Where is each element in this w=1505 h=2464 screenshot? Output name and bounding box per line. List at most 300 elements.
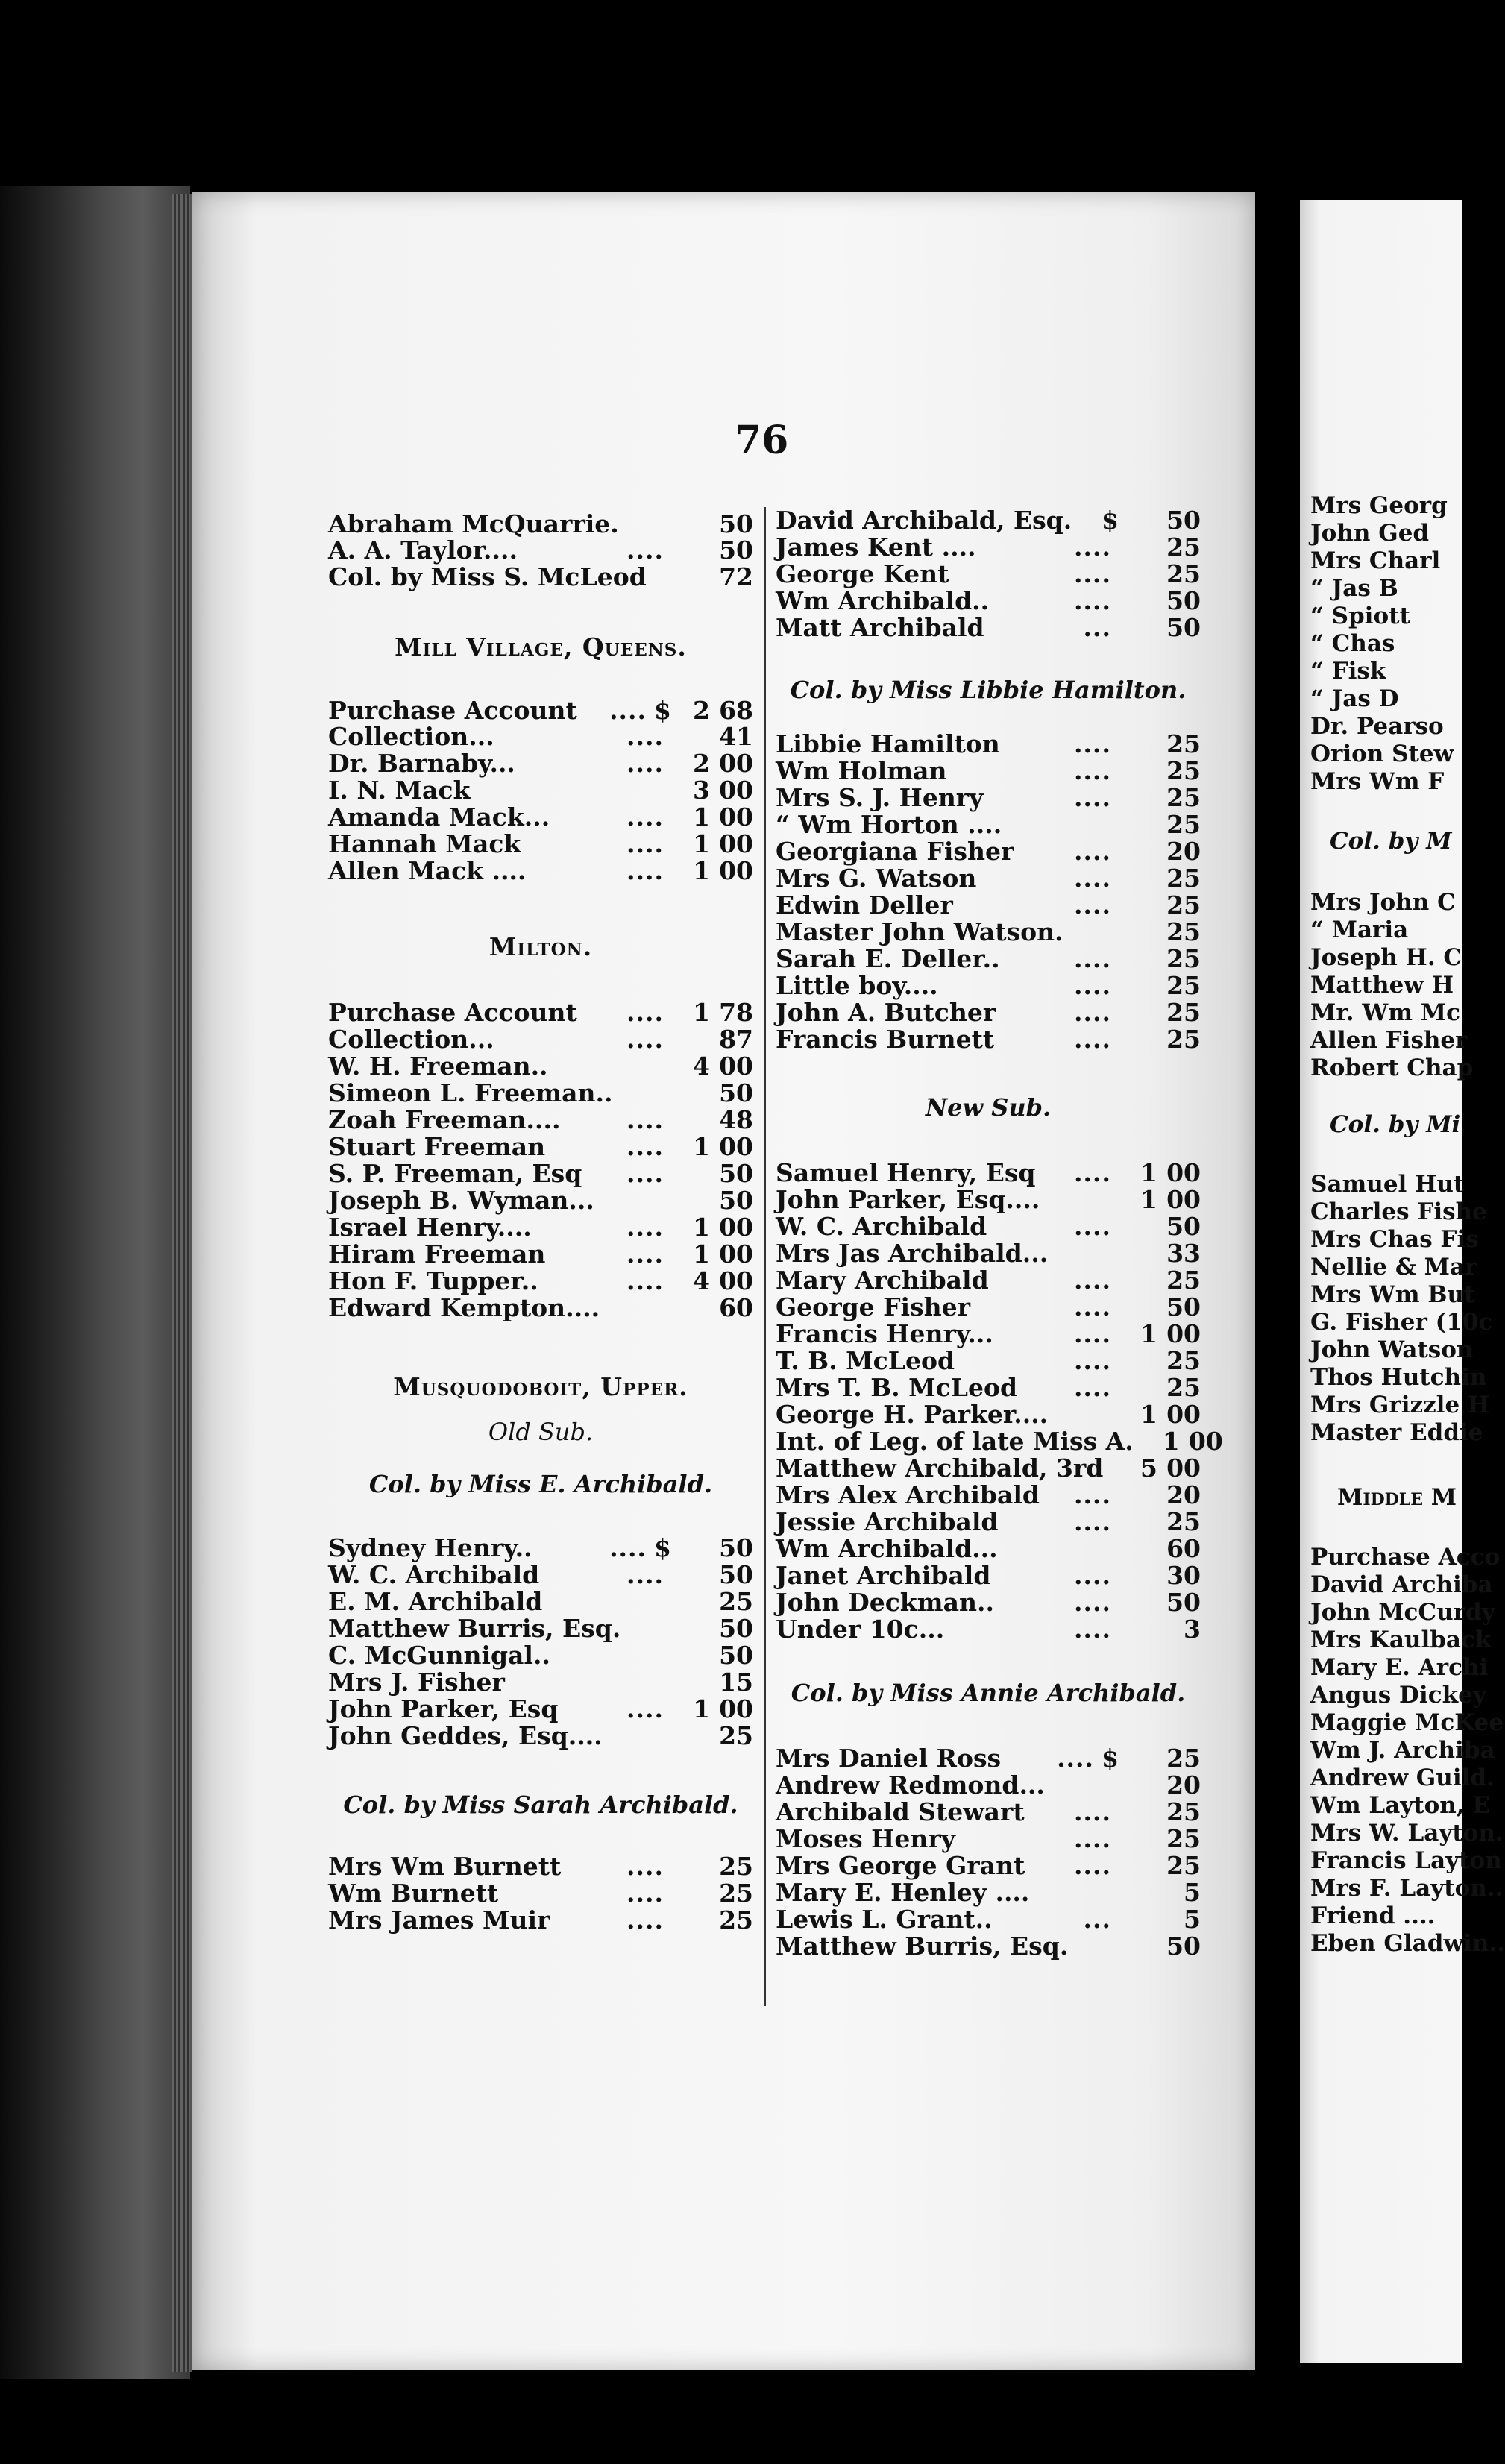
- section-heading: Mill Village, Queens.: [395, 632, 687, 661]
- section-heading: Old Sub.: [488, 1418, 594, 1446]
- leader-dots: ....: [1074, 1507, 1111, 1536]
- page-number: 76: [735, 418, 789, 463]
- leader-dots: ....: [626, 1560, 664, 1589]
- facing-entry-fragment: Charles Fishe: [1310, 1198, 1487, 1225]
- contribution-entry: [328, 511, 753, 538]
- section-heading: Col. by Miss Annie Archibald.: [791, 1679, 1186, 1707]
- amount-cents: 25: [1166, 810, 1201, 839]
- leader-dots: ....: [1074, 864, 1111, 893]
- facing-entry-fragment: Nellie & Mar: [1310, 1254, 1477, 1280]
- contribution-entry: [328, 1642, 753, 1669]
- facing-entry-fragment: Matthew H: [1310, 972, 1454, 999]
- entry-name: E. M. Archibald: [328, 1587, 543, 1616]
- contribution-entry: [328, 804, 753, 831]
- amount-dollars: 4: [693, 1266, 710, 1295]
- amount-cents: 25: [1166, 1851, 1201, 1880]
- amount-cents: 48: [719, 1105, 753, 1134]
- entry-name: Mary Archibald: [776, 1266, 989, 1295]
- leader-dots: ....: [626, 1239, 664, 1269]
- amount-cents: 00: [719, 1239, 753, 1269]
- book-spine: [0, 186, 190, 2379]
- entry-name: George Fisher: [776, 1292, 971, 1321]
- entry-name: Mrs Wm Burnett: [328, 1852, 562, 1881]
- contribution-entry: [328, 1562, 753, 1588]
- contribution-entry: [776, 1826, 1201, 1852]
- amount-cents: 25: [1166, 1346, 1201, 1375]
- amount-cents: 41: [719, 722, 753, 751]
- contribution-entry: [328, 1026, 753, 1053]
- entry-name: John Geddes, Esq....: [328, 1721, 603, 1750]
- contribution-entry: [328, 1268, 753, 1295]
- leader-dots: ....: [626, 1266, 664, 1295]
- amount-cents: 00: [1166, 1185, 1201, 1214]
- entry-name: I. N. Mack: [328, 776, 471, 805]
- facing-entry-fragment: Wm Layton, E: [1310, 1792, 1491, 1819]
- facing-entry-fragment: Col. by M: [1330, 828, 1452, 855]
- contribution-entry: [776, 1745, 1201, 1772]
- contribution-entry: [328, 831, 753, 858]
- amount-cents: 25: [1166, 532, 1201, 562]
- entry-name: Mrs Alex Archibald: [776, 1480, 1040, 1509]
- entry-name: Georgiana Fisher: [776, 837, 1014, 866]
- leader-dots: ....: [1074, 1025, 1111, 1054]
- contribution-entry: [776, 1799, 1201, 1826]
- contribution-entry: [328, 723, 753, 750]
- facing-entry-fragment: Maggie McKee: [1310, 1709, 1504, 1736]
- amount-cents: 25: [1166, 971, 1201, 1000]
- entry-name: Libbie Hamilton: [776, 729, 1000, 758]
- amount-cents: 3: [1184, 1615, 1201, 1644]
- entry-name: Mrs T. B. McLeod: [776, 1373, 1018, 1402]
- leader-dots: ....: [1074, 756, 1111, 785]
- amount-dollars: 1: [1140, 1158, 1157, 1187]
- currency-sign: $: [654, 1533, 671, 1562]
- leader-dots: ....: [1074, 532, 1111, 562]
- amount-dollars: 1: [1162, 1427, 1180, 1456]
- amount-cents: 5: [1184, 1905, 1201, 1934]
- contribution-entry: [776, 1509, 1201, 1536]
- contribution-entry: [328, 537, 753, 564]
- entry-name: T. B. McLeod: [776, 1346, 955, 1375]
- amount-dollars: 1: [693, 829, 710, 858]
- entry-name: Francis Henry...: [776, 1319, 993, 1348]
- entry-name: Samuel Henry, Esq: [776, 1158, 1036, 1187]
- facing-entry-fragment: Thos Hutchin: [1310, 1364, 1487, 1391]
- contribution-entry: [328, 1187, 753, 1214]
- leader-dots: ...: [1083, 613, 1111, 642]
- entry-name: Under 10c...: [776, 1615, 945, 1644]
- entry-name: Lewis L. Grant..: [776, 1905, 993, 1934]
- entry-name: Master John Watson.: [776, 917, 1063, 946]
- amount-cents: 00: [1188, 1427, 1223, 1456]
- leader-dots: ....: [1074, 1615, 1111, 1644]
- contribution-entry: [776, 1536, 1201, 1562]
- amount-cents: 50: [1166, 506, 1201, 535]
- leader-dots: ....: [1074, 1824, 1111, 1853]
- contribution-entry: [776, 507, 1201, 534]
- facing-entry-fragment: John McCurdy: [1310, 1599, 1495, 1626]
- leader-dots: ....: [626, 749, 664, 778]
- amount-cents: 78: [719, 998, 753, 1027]
- amount-cents: 50: [1166, 1212, 1201, 1241]
- contribution-entry: [776, 731, 1201, 758]
- facing-entry-fragment: “ Spiott: [1310, 603, 1410, 629]
- facing-entry-fragment: “ Jas B: [1310, 575, 1398, 602]
- contribution-entry: [776, 972, 1201, 999]
- entry-name: A. A. Taylor....: [328, 535, 518, 565]
- facing-entry-fragment: Eben Gladwin..: [1310, 1930, 1505, 1957]
- contribution-entry: [328, 1907, 753, 1934]
- amount-cents: 20: [1166, 837, 1201, 866]
- amount-cents: 87: [719, 1025, 753, 1054]
- contribution-entry: [328, 1107, 753, 1134]
- amount-dollars: 1: [693, 1239, 710, 1269]
- contribution-entry: [328, 1853, 753, 1880]
- entry-name: Moses Henry: [776, 1824, 955, 1853]
- amount-dollars: 1: [1140, 1400, 1157, 1429]
- amount-cents: 25: [1166, 998, 1201, 1027]
- leader-dots: ....: [1074, 729, 1111, 758]
- leader-dots: ....: [1074, 559, 1111, 588]
- contribution-entry: [776, 1562, 1201, 1589]
- contribution-entry: [776, 1616, 1201, 1643]
- amount-cents: 00: [719, 749, 753, 778]
- leader-dots: ....: [626, 829, 664, 858]
- entry-name: W. C. Archibald: [328, 1560, 540, 1589]
- contribution-entry: [776, 811, 1201, 838]
- entry-name: Archibald Stewart: [776, 1797, 1025, 1826]
- contribution-entry: [328, 564, 753, 591]
- contribution-entry: [776, 1427, 1223, 1456]
- amount-cents: 30: [1166, 1561, 1201, 1590]
- leader-dots: ....: [609, 1533, 647, 1562]
- amount-cents: 25: [1166, 890, 1201, 920]
- contribution-entry: [776, 785, 1201, 811]
- leader-dots: ....: [1074, 1212, 1111, 1241]
- contribution-entry: [328, 1080, 753, 1107]
- leader-dots: ....: [1074, 837, 1111, 866]
- leader-dots: ....: [626, 1132, 664, 1161]
- amount-dollars: 5: [1140, 1453, 1157, 1483]
- amount-cents: 25: [1166, 1266, 1201, 1295]
- contribution-entry: [776, 561, 1201, 588]
- entry-name: John Parker, Esq: [328, 1694, 559, 1723]
- amount-cents: 25: [1166, 1025, 1201, 1054]
- amount-cents: 15: [719, 1668, 753, 1697]
- entry-name: W. C. Archibald: [776, 1212, 987, 1241]
- contribution-entry: [776, 588, 1201, 615]
- facing-entry-fragment: Mrs Kaulback: [1310, 1627, 1492, 1653]
- contribution-entry: [776, 1294, 1201, 1321]
- entry-name: S. P. Freeman, Esq: [328, 1159, 582, 1188]
- entry-name: Col. by Miss S. McLeod: [328, 562, 647, 591]
- section-heading: Milton.: [488, 932, 593, 961]
- leader-dots: ....: [626, 802, 664, 832]
- contribution-entry: [328, 750, 753, 777]
- currency-sign: $: [654, 696, 671, 725]
- page-edges: [172, 194, 192, 2372]
- leader-dots: ...: [1083, 1905, 1111, 1934]
- contribution-entry: [328, 1134, 753, 1160]
- contribution-entry: [776, 534, 1201, 561]
- contribution-entry: [776, 1772, 1201, 1799]
- leader-dots: ....: [1074, 890, 1111, 920]
- leader-dots: ....: [626, 1879, 664, 1908]
- contribution-entry: [776, 1160, 1201, 1187]
- facing-entry-fragment: Wm J. Archiba: [1310, 1737, 1495, 1764]
- currency-sign: $: [1102, 506, 1119, 535]
- entry-name: John Parker, Esq....: [776, 1185, 1040, 1214]
- amount-cents: 00: [719, 802, 753, 832]
- entry-name: “ Wm Horton ....: [776, 810, 1002, 839]
- amount-cents: 00: [719, 1132, 753, 1161]
- contribution-entry: [328, 697, 753, 724]
- entry-name: Edwin Deller: [776, 890, 953, 920]
- amount-cents: 50: [1166, 1588, 1201, 1617]
- leader-dots: ....: [1074, 1158, 1111, 1187]
- contribution-entry: [328, 1295, 753, 1321]
- amount-cents: 25: [1166, 1797, 1201, 1826]
- amount-dollars: 1: [693, 856, 710, 885]
- amount-dollars: 2: [693, 696, 710, 725]
- contribution-entry: [776, 1240, 1201, 1267]
- facing-entry-fragment: Mrs W. Layton.: [1310, 1820, 1504, 1847]
- facing-entry-fragment: John Ged: [1310, 520, 1430, 547]
- amount-dollars: 1: [1140, 1185, 1157, 1214]
- section-heading: Musquodoboit, Upper.: [393, 1372, 688, 1401]
- leader-dots: ....: [626, 1694, 664, 1723]
- facing-entry-fragment: Mr. Wm Mc: [1310, 999, 1460, 1026]
- amount-cents: 00: [1166, 1158, 1201, 1187]
- contribution-entry: [776, 919, 1201, 946]
- facing-entry-fragment: Mrs Grizzle H: [1310, 1392, 1490, 1418]
- amount-cents: 25: [1166, 559, 1201, 588]
- section-heading: New Sub.: [925, 1093, 1052, 1122]
- contribution-entry: [776, 1026, 1201, 1053]
- leader-dots: ....: [1074, 1588, 1111, 1617]
- amount-cents: 50: [719, 1641, 753, 1670]
- leader-dots: ....: [609, 696, 647, 725]
- amount-cents: 00: [1166, 1453, 1201, 1483]
- leader-dots: ....: [1074, 944, 1111, 973]
- entry-name: Allen Mack ....: [328, 856, 527, 885]
- amount-cents: 50: [1166, 1292, 1201, 1321]
- leader-dots: ....: [1074, 1266, 1111, 1295]
- entry-name: Collection...: [328, 1025, 494, 1054]
- facing-page: [1300, 200, 1505, 2363]
- contribution-entry: [328, 1535, 753, 1562]
- facing-entry-fragment: Robert Chap: [1310, 1055, 1474, 1081]
- amount-cents: 25: [1166, 1744, 1201, 1773]
- leader-dots: ....: [1074, 1319, 1111, 1348]
- contribution-entry: [776, 1589, 1201, 1616]
- contribution-entry: [328, 1053, 753, 1080]
- entry-name: Mrs Jas Archibald...: [776, 1239, 1049, 1268]
- amount-cents: 68: [719, 696, 753, 725]
- facing-entry-fragment: Allen Fisher: [1310, 1027, 1468, 1054]
- entry-name: Hon F. Tupper..: [328, 1266, 538, 1295]
- entry-name: Andrew Redmond...: [776, 1770, 1045, 1800]
- amount-cents: 00: [719, 1694, 753, 1723]
- amount-dollars: 2: [693, 749, 710, 778]
- contribution-entry: [776, 892, 1201, 919]
- amount-cents: 60: [1166, 1534, 1201, 1563]
- leader-dots: ....: [1074, 1797, 1111, 1826]
- amount-dollars: 1: [693, 1132, 710, 1161]
- amount-cents: 50: [719, 535, 753, 565]
- entry-name: Joseph B. Wyman...: [328, 1186, 594, 1215]
- contribution-entry: [776, 1852, 1201, 1879]
- facing-entry-fragment: Samuel Hut: [1310, 1171, 1465, 1198]
- leader-dots: ....: [626, 1213, 664, 1242]
- entry-name: Wm Archibald..: [776, 586, 990, 615]
- section-heading: Col. by Miss Sarah Archibald.: [343, 1791, 738, 1819]
- leader-dots: ....: [626, 856, 664, 885]
- facing-entry-fragment: Francis Layton: [1310, 1847, 1502, 1874]
- amount-cents: 00: [719, 1213, 753, 1242]
- entry-name: Wm Holman: [776, 756, 947, 785]
- leader-dots: ....: [626, 998, 664, 1027]
- entry-name: Collection...: [328, 722, 494, 751]
- entry-name: W. H. Freeman..: [328, 1052, 548, 1081]
- contribution-entry: [776, 1321, 1201, 1348]
- entry-name: Wm Archibald...: [776, 1534, 998, 1563]
- facing-entry-fragment: Angus Dickey: [1310, 1682, 1486, 1709]
- facing-entry-fragment: Orion Stew: [1310, 741, 1454, 767]
- leader-dots: ....: [1057, 1744, 1095, 1773]
- amount-dollars: 4: [693, 1052, 710, 1081]
- contribution-entry: [776, 1374, 1201, 1401]
- facing-entry-fragment: Mrs Charl: [1310, 547, 1441, 574]
- leader-dots: ....: [1074, 586, 1111, 615]
- facing-entry-fragment: Mrs Georg: [1310, 492, 1448, 519]
- contribution-entry: [328, 1696, 753, 1723]
- facing-entry-fragment: Mrs Wm F: [1310, 768, 1445, 795]
- amount-cents: 25: [1166, 756, 1201, 785]
- entry-name: Mrs G. Watson: [776, 864, 977, 893]
- contribution-entry: [328, 858, 753, 884]
- amount-cents: 25: [719, 1721, 753, 1750]
- entry-name: Janet Archibald: [776, 1561, 991, 1590]
- amount-cents: 50: [719, 1560, 753, 1589]
- facing-entry-fragment: “ Chas: [1310, 630, 1395, 657]
- amount-cents: 25: [719, 1852, 753, 1881]
- amount-dollars: 1: [693, 1213, 710, 1242]
- amount-cents: 00: [1166, 1319, 1201, 1348]
- leader-dots: ....: [1074, 998, 1111, 1027]
- amount-cents: 25: [1166, 783, 1201, 812]
- contribution-entry: [776, 1482, 1201, 1509]
- entry-name: Matthew Archibald, 3rd: [776, 1453, 1104, 1483]
- amount-cents: 20: [1166, 1770, 1201, 1800]
- entry-name: Francis Burnett: [776, 1025, 995, 1054]
- contribution-entry: [776, 615, 1201, 641]
- facing-entry-fragment: Andrew Guild.: [1310, 1764, 1495, 1791]
- currency-sign: $: [1102, 1744, 1119, 1773]
- entry-name: Purchase Account: [328, 696, 577, 725]
- facing-entry-fragment: Mrs F. Layton..: [1310, 1875, 1504, 1902]
- leader-dots: ....: [626, 1025, 664, 1054]
- amount-cents: 00: [719, 1052, 753, 1081]
- amount-cents: 00: [719, 776, 753, 805]
- entry-name: Zoah Freeman....: [328, 1105, 561, 1134]
- entry-name: C. McGunnigal..: [328, 1641, 550, 1670]
- entry-name: Matthew Burris, Esq.: [776, 1932, 1069, 1961]
- column-divider: [764, 507, 766, 2006]
- amount-cents: 25: [719, 1587, 753, 1616]
- contribution-entry: [328, 777, 753, 804]
- facing-entry-fragment: Friend ....: [1310, 1902, 1436, 1929]
- facing-entry-fragment: Mary E. Archi: [1310, 1654, 1489, 1681]
- contribution-entry: [776, 1187, 1201, 1213]
- entry-name: Matthew Burris, Esq.: [328, 1614, 621, 1643]
- entry-name: David Archibald, Esq.: [776, 506, 1072, 535]
- amount-cents: 00: [719, 856, 753, 885]
- contribution-entry: [328, 1241, 753, 1268]
- contribution-entry: [776, 1455, 1201, 1482]
- leader-dots: ....: [626, 1905, 664, 1935]
- entry-name: Int. of Leg. of late Miss A.: [776, 1427, 1134, 1456]
- contribution-entry: [328, 1723, 753, 1750]
- entry-name: Sydney Henry..: [328, 1533, 532, 1562]
- contribution-entry: [776, 1213, 1201, 1240]
- contribution-entry: [776, 838, 1201, 865]
- leader-dots: ....: [1074, 1480, 1111, 1509]
- amount-cents: 72: [719, 562, 753, 591]
- facing-entry-fragment: Col. by Mi: [1330, 1111, 1461, 1138]
- amount-cents: 5: [1184, 1878, 1201, 1907]
- entry-name: Sarah E. Deller..: [776, 944, 1000, 973]
- entry-name: Mary E. Henley ....: [776, 1878, 1030, 1907]
- amount-cents: 25: [1166, 1507, 1201, 1536]
- amount-cents: 00: [1166, 1400, 1201, 1429]
- contribution-entry: [776, 1906, 1201, 1933]
- entry-name: Hannah Mack: [328, 829, 521, 858]
- section-heading: Col. by Miss E. Archibald.: [368, 1470, 713, 1498]
- leader-dots: ....: [626, 722, 664, 751]
- amount-cents: 50: [1166, 613, 1201, 642]
- entry-name: Purchase Account: [328, 998, 577, 1027]
- facing-entry-fragment: Mrs Chas Fis: [1310, 1226, 1479, 1253]
- amount-cents: 50: [1166, 1932, 1201, 1961]
- facing-entry-fragment: David Archiba: [1310, 1571, 1493, 1598]
- contribution-entry: [776, 1879, 1201, 1906]
- amount-cents: 50: [1166, 586, 1201, 615]
- entry-name: Mrs S. J. Henry: [776, 783, 984, 812]
- amount-cents: 25: [1166, 864, 1201, 893]
- amount-cents: 50: [719, 509, 753, 538]
- leader-dots: ....: [1074, 1346, 1111, 1375]
- amount-cents: 20: [1166, 1480, 1201, 1509]
- facing-entry-fragment: Joseph H. C: [1310, 944, 1462, 971]
- contribution-entry: [776, 1401, 1201, 1428]
- leader-dots: ....: [1074, 971, 1111, 1000]
- amount-cents: 25: [1166, 944, 1201, 973]
- entry-name: Edward Kempton....: [328, 1293, 600, 1322]
- contribution-entry: [776, 1348, 1201, 1374]
- leader-dots: ....: [626, 1852, 664, 1881]
- leader-dots: ....: [1074, 783, 1111, 812]
- amount-cents: 33: [1166, 1239, 1201, 1268]
- entry-name: John Deckman..: [776, 1588, 994, 1617]
- facing-entry-fragment: John Watson: [1310, 1336, 1474, 1363]
- leader-dots: ....: [1074, 1292, 1111, 1321]
- entry-name: Matt Archibald: [776, 613, 984, 642]
- amount-cents: 25: [1166, 729, 1201, 758]
- entry-name: James Kent ....: [776, 532, 976, 562]
- contribution-entry: [328, 1588, 753, 1615]
- contribution-entry: [328, 1880, 753, 1907]
